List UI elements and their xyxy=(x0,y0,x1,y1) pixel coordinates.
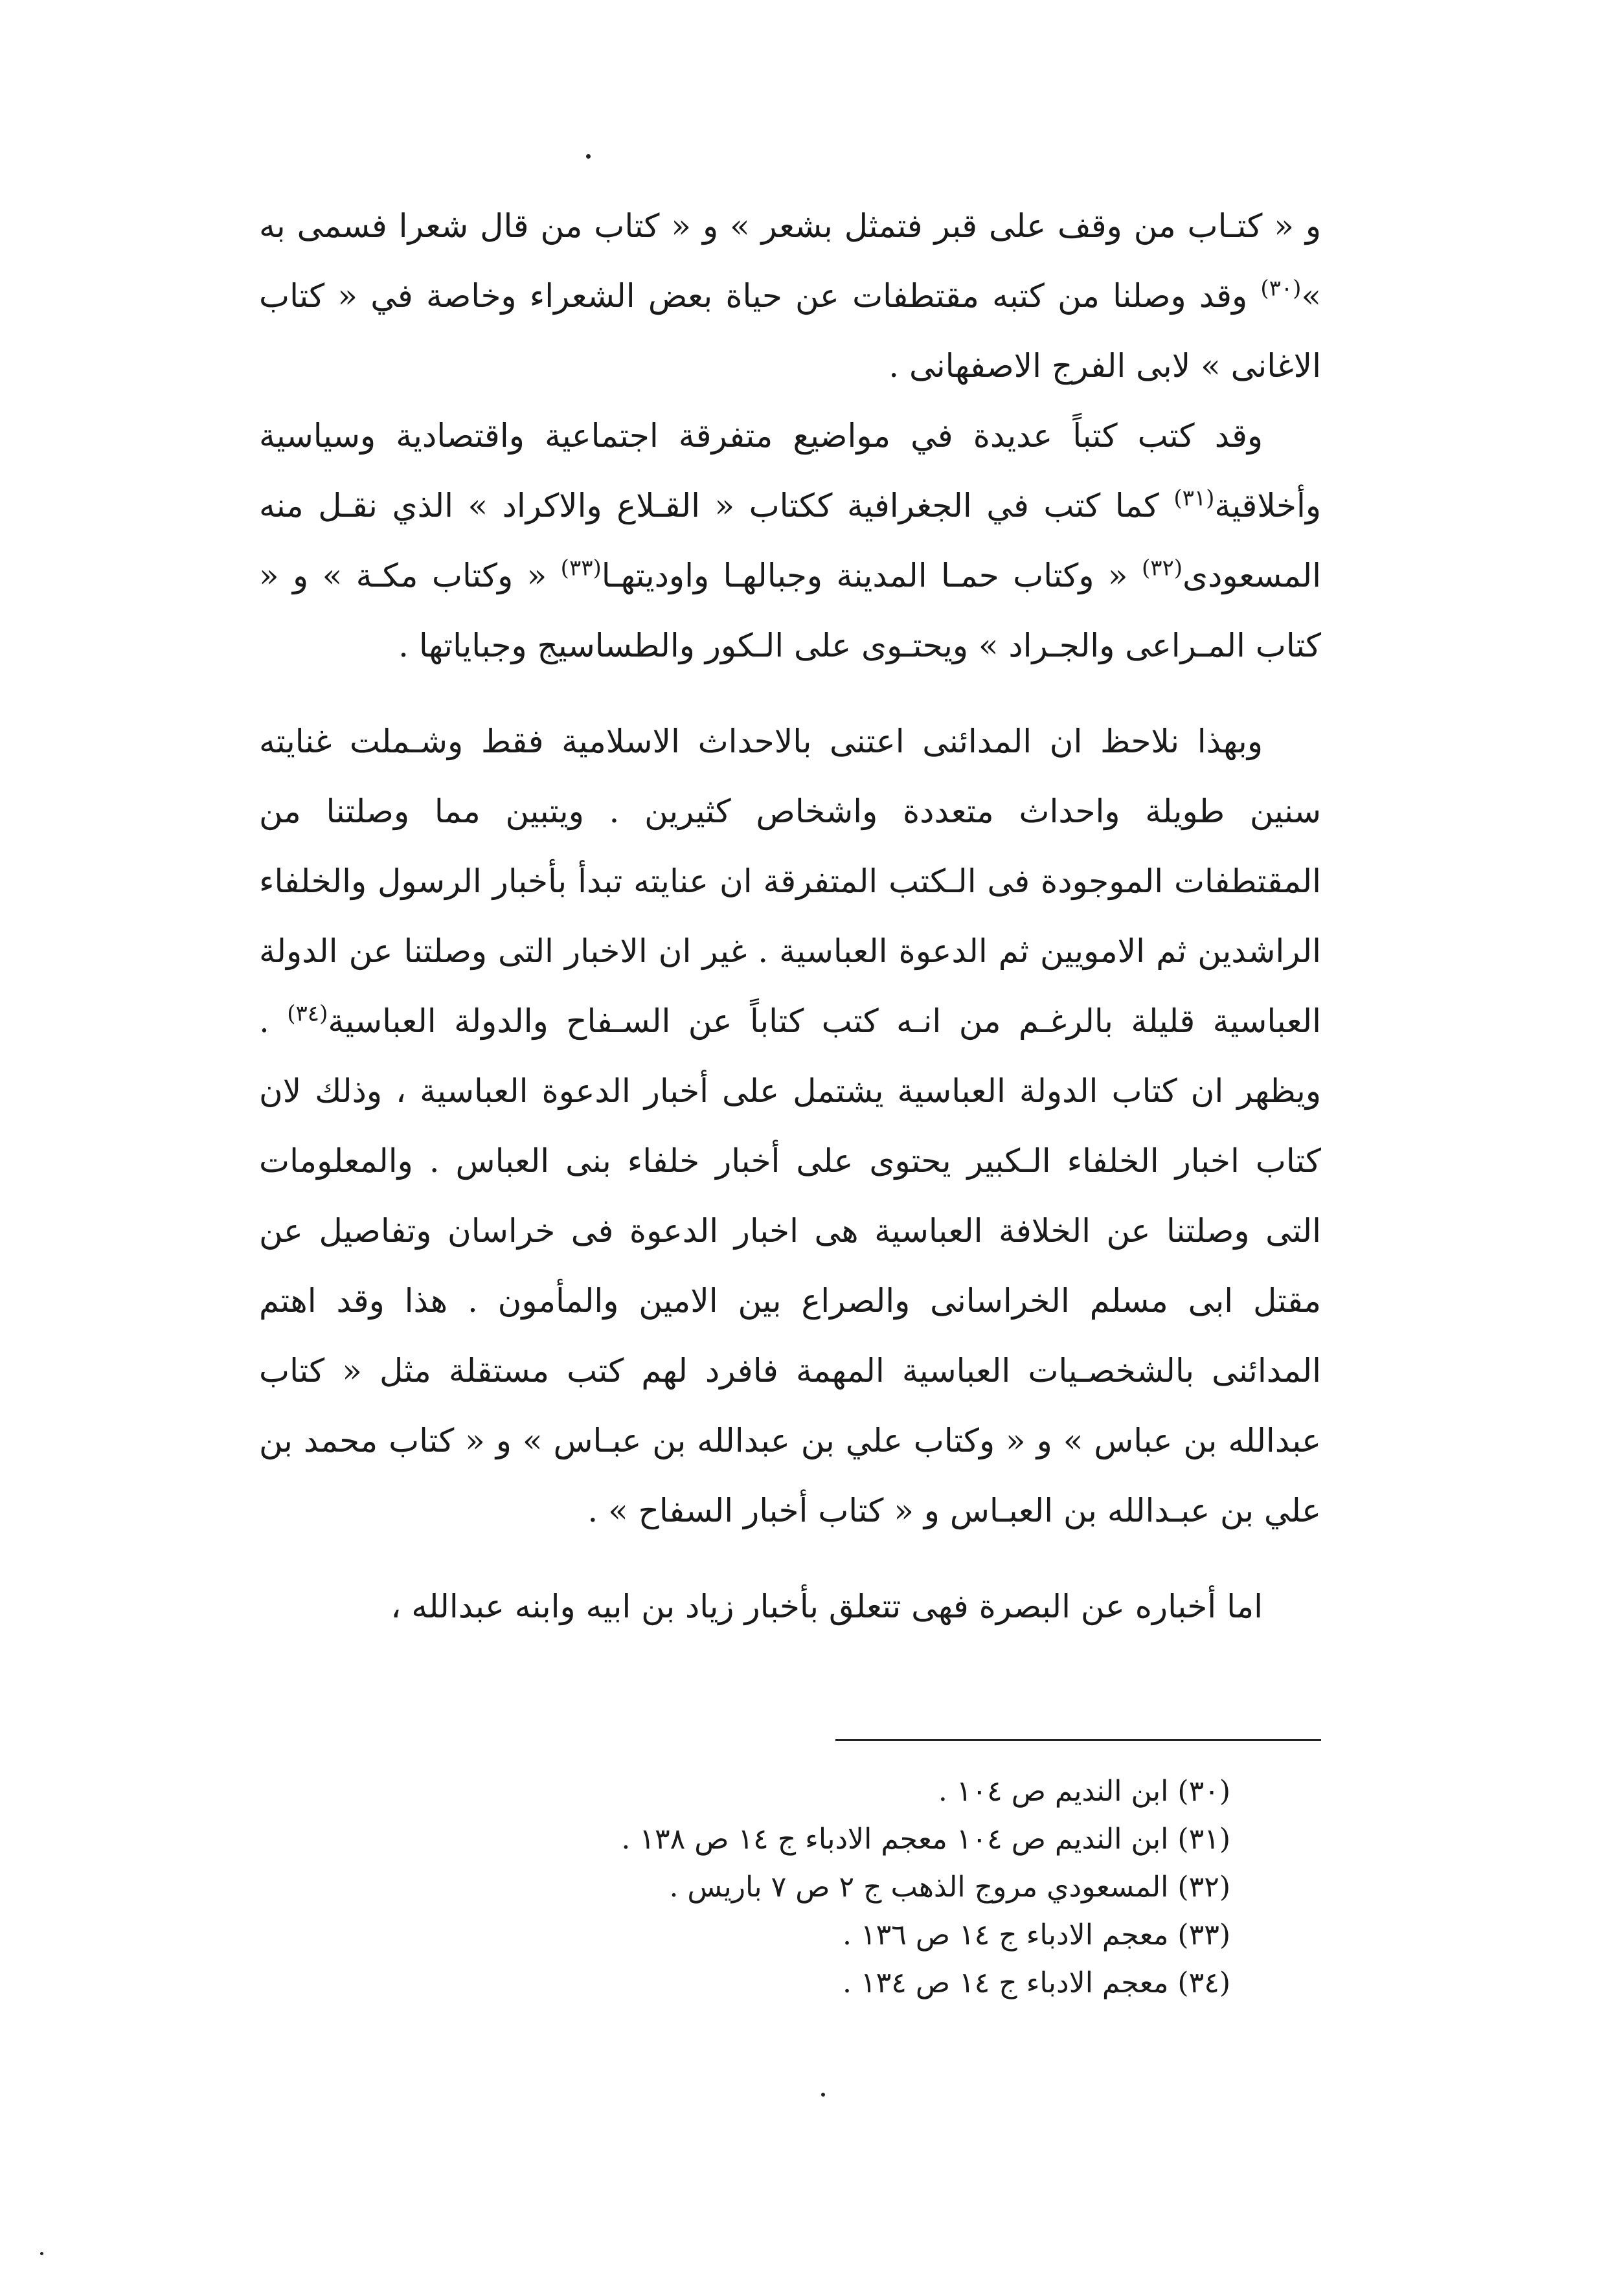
text-run: وقد وصلنا من كتبه مقتطفات عن حياة بعض الشعراء وخاصة في « كتاب الاغانى » لابى الفرج الاصفهانى . xyxy=(259,277,1321,385)
text-run: وبهذا نلاحظ ان المدائنى اعتنى بالاحداث الاسلامية فقط وشـملت غنايته سنين طويلة واحداث متعددة واشخاص كثيرين . ويتبين مما وصلتنا من المقتطفات الموجودة فى الـكتب المتفرقة ان عنايته تبدأ بأخبار الرسول والخلفاء الراشدين ثم الامويين ثم الدعوة العباسية . غير ان الاخبار التى وصلتنا عن الدولة العباسية قليلة بالرغـم من انـه كتب كتاباً عن السـفاح والدولة العباسية xyxy=(259,723,1321,1040)
scan-speck xyxy=(586,154,591,159)
scan-speck xyxy=(821,2093,825,2097)
footnote-ref-30: (٣٠) xyxy=(1260,275,1302,302)
text-run: كما كتب في الجغرافية ككتاب « القـلاع والاكراد » الذي نقـل منه المسعودى xyxy=(259,487,1321,594)
footnote-30: (٣٠) ابن النديم ص ١٠٤ . xyxy=(938,1775,1230,1808)
footnote-ref-34: (٣٤) xyxy=(287,1000,328,1027)
paragraph-4 xyxy=(259,1571,1321,1641)
scan-speck xyxy=(40,2252,43,2255)
footnotes xyxy=(389,1768,1230,2007)
text-run: اما أخباره عن البصرة فهى تتعلق بأخبار زياد بن ابيه وابنه عبدالله ، xyxy=(391,1588,1263,1625)
footnote-ref-31: (٣١) xyxy=(1173,485,1215,512)
footnote-ref-33: (٣٣) xyxy=(560,555,602,581)
paragraph-1 xyxy=(259,191,1321,401)
footnote-33: (٣٣) معجم الادباء ج ١٤ ص ١٣٦ . xyxy=(842,1919,1230,1952)
text-run: « وكتاب مكـة » و « كتاب المـراعى والجـراد » ويحتـوى على الـكور والطساسيج وجباياتها . xyxy=(259,557,1321,664)
footnote-34: (٣٤) معجم الادباء ج ١٤ ص ١٣٤ . xyxy=(842,1966,1230,1999)
paragraph-2 xyxy=(259,401,1321,681)
paragraph-3 xyxy=(259,706,1321,1546)
footnote-32: (٣٢) المسعودي مروج الذهب ج ٢ ص ٧ باريس . xyxy=(669,1871,1230,1904)
text-run: « وكتاب حمـا المدينة وجبالهـا واوديتهـا xyxy=(601,557,1142,594)
text-run: . ويظهر ان كتاب الدولة العباسية يشتمل على أخبار الدعوة العباسية ، وذلك لان كتاب اخبار الخلفاء الـكبير يحتوى على أخبار خلفاء بنى العباس . والمعلومات التى وصلتنا عن الخلافة العباسية هى اخبار الدعوة فى خراسان وتفاصيل عن مقتل ابى مسلم الخراسانى والصراع بين الامين والمأمون . هذا وقد اهتم المدائنى بالشخصـيات العباسية المهمة فافرد لهم كتب مستقلة مثل « كتاب عبدالله بن عباس » و « وكتاب علي بن عبدالله بن عبـاس » و « كتاب محمد بن علي بن عبـدالله بن العبـاس و « كتاب أخبار السفاح » . xyxy=(259,1002,1321,1529)
footnote-divider xyxy=(835,1739,1321,1741)
body-text xyxy=(259,191,1321,1641)
text-run: وقد كتب كتباً عديدة في مواضيع متفرقة اجتماعية واقتصادية وسياسية وأخلاقية xyxy=(259,417,1321,524)
text-run: و « كتـاب من وقف على قبر فتمثل بشعر » و « كتاب من قال شعرا فسمى به » xyxy=(259,207,1321,315)
footnote-ref-32: (٣٢) xyxy=(1141,555,1183,581)
footnote-31: (٣١) ابن النديم ص ١٠٤ معجم الادباء ج ١٤ ص ١٣٨ . xyxy=(621,1823,1230,1856)
